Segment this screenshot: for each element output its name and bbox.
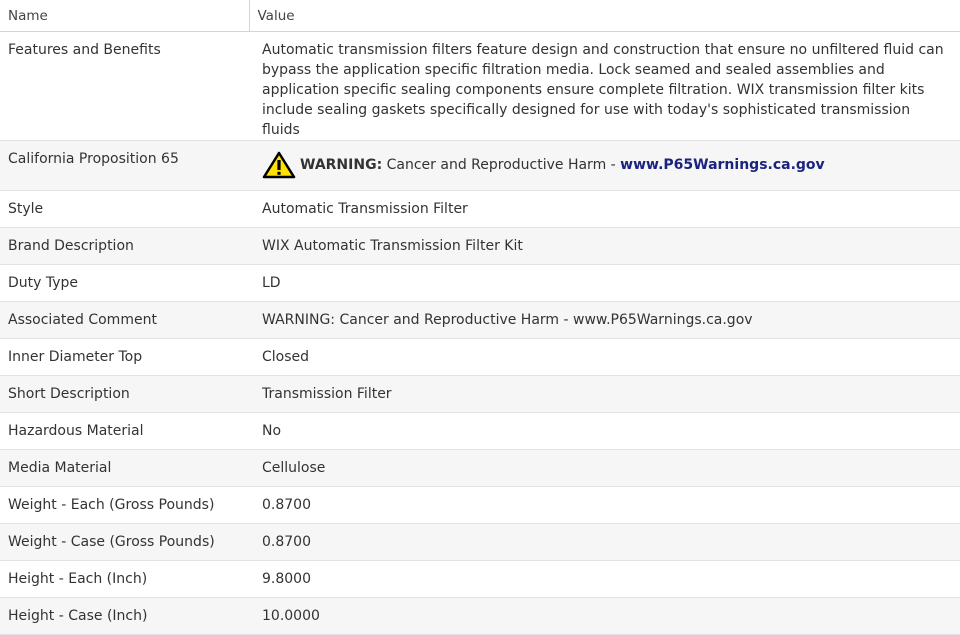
spec-name: Associated Comment — [0, 302, 249, 339]
spec-name: Inner Diameter Top — [0, 339, 249, 376]
spec-value: WARNING: Cancer and Reproductive Harm - www.P65Warnings.ca.gov — [249, 302, 960, 339]
table-row — [0, 141, 960, 191]
spec-value: Automatic Transmission Filter — [249, 191, 960, 228]
spec-name: Style — [0, 191, 249, 228]
table-row — [0, 302, 960, 339]
prop65-warning — [262, 151, 952, 179]
table-row — [0, 561, 960, 598]
warning-label: WARNING: — [300, 157, 383, 173]
table-row — [0, 450, 960, 487]
table-row — [0, 32, 960, 141]
column-header-value[interactable]: Value — [249, 0, 960, 32]
table-row — [0, 413, 960, 450]
column-header-name[interactable]: Name — [0, 0, 249, 32]
spec-value: 9.8000 — [249, 561, 960, 598]
table-row — [0, 598, 960, 635]
spec-name: Weight - Case (Gross Pounds) — [0, 524, 249, 561]
table-row — [0, 487, 960, 524]
table-row — [0, 376, 960, 413]
table-header-row — [0, 0, 960, 32]
warning-text: Cancer and Reproductive Harm - — [382, 157, 621, 173]
warning-triangle-icon — [262, 151, 296, 179]
spec-name: Weight - Each (Gross Pounds) — [0, 487, 249, 524]
spec-value: 0.8700 — [249, 487, 960, 524]
spec-name: Height - Case (Inch) — [0, 598, 249, 635]
table-row — [0, 228, 960, 265]
spec-name: Media Material — [0, 450, 249, 487]
table-row — [0, 191, 960, 228]
spec-value: WIX Automatic Transmission Filter Kit — [249, 228, 960, 265]
spec-name: Short Description — [0, 376, 249, 413]
spec-name: Brand Description — [0, 228, 249, 265]
spec-value: Transmission Filter — [249, 376, 960, 413]
table-row — [0, 524, 960, 561]
spec-name: Features and Benefits — [0, 32, 249, 141]
spec-name: Duty Type — [0, 265, 249, 302]
spec-value: Cellulose — [249, 450, 960, 487]
spec-value: Closed — [249, 339, 960, 376]
spec-value: 10.0000 — [249, 598, 960, 635]
spec-value: No — [249, 413, 960, 450]
spec-value: LD — [249, 265, 960, 302]
spec-name: California Proposition 65 — [0, 141, 249, 191]
spec-name: Hazardous Material — [0, 413, 249, 450]
spec-value: 0.8700 — [249, 524, 960, 561]
table-row — [0, 339, 960, 376]
spec-value: Automatic transmission filters feature design and construction that ensure no unfiltered fluid can bypass the application specific filtration media. Lock seamed and sealed assemblies and application specific sealing components ensure complete filtration. WIX transmission filter kits include sealing gaskets specifically designed for use with today's sophisticated transmission fluids — [249, 32, 960, 141]
spec-name: Height - Each (Inch) — [0, 561, 249, 598]
spec-value — [249, 141, 960, 191]
table-row — [0, 265, 960, 302]
p65-warnings-link[interactable]: www.P65Warnings.ca.gov — [620, 157, 825, 173]
